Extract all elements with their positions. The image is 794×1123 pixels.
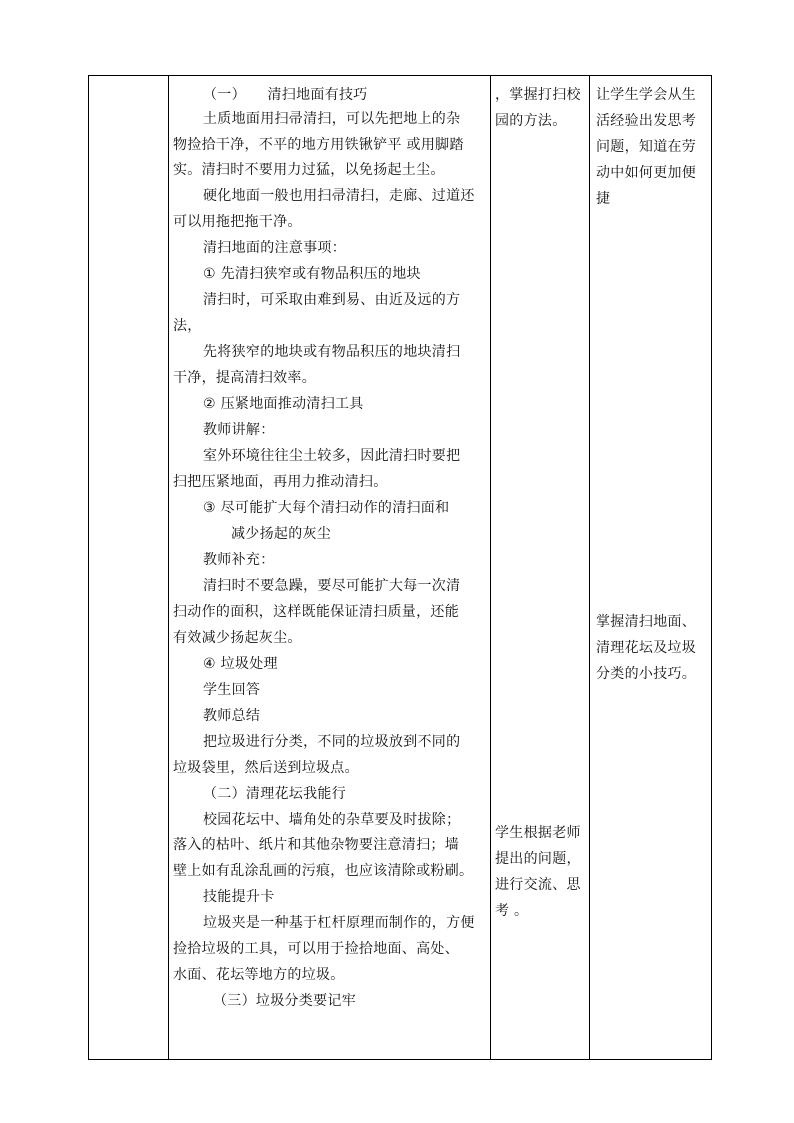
design-intent-text-line: 活经验出发思考 (596, 113, 697, 129)
student-activity-text-line: 园的方法。 (495, 113, 567, 129)
content-text-line: 土质地面用扫帚清扫，可以先把地上的杂 (203, 111, 461, 127)
content-text-line: 捡拾垃圾的工具，可以用于捡拾地面、高处、 (173, 941, 459, 957)
design-intent-cell (590, 76, 712, 1060)
content-text-line: 清扫地面的注意事项： (203, 240, 346, 256)
content-text-line: 有效减少扬起灰尘。 (173, 630, 302, 646)
content-text-line: ③ 尽可能扩大每个清扫动作的清扫面和 (203, 500, 450, 516)
content-text-line: 技能提升卡 (203, 889, 275, 905)
student-activity-text-line: 学生根据老师 (495, 825, 581, 841)
content-text-line: 法， (173, 318, 202, 334)
content-text-line: 水面、花坛等地方的垃圾。 (173, 967, 345, 983)
content-text-line: 把垃圾进行分类，不同的垃圾放到不同的 (203, 734, 461, 750)
student-activity-text-line: 提出的问题， (495, 851, 581, 867)
content-text-line: 教师讲解： (203, 422, 275, 438)
content-text-line: 垃圾夹是一种基于杠杆原理而制作的，方便 (203, 915, 475, 931)
content-text-line: 落入的枯叶、纸片和其他杂物要注意清扫；墙 (173, 837, 459, 853)
design-intent-text-line: 清理花坛及垃圾 (596, 640, 697, 656)
content-text-line: ④ 垃圾处理 (203, 656, 278, 672)
content-text-line: 教师补充： (203, 552, 275, 568)
content-text-line: （一） 清扫地面有技巧 (203, 87, 368, 103)
design-intent-text-line: 让学生学会从生 (596, 87, 697, 103)
content-text-line: 扫动作的面积，这样既能保证清扫质量，还能 (173, 604, 459, 620)
empty-first-column (89, 76, 169, 1060)
content-text-line: ② 压紧地面推动清扫工具 (203, 396, 364, 412)
design-intent-text-line: 捷 (596, 191, 611, 207)
content-text-line: 扫把压紧地面，再用力推动清扫。 (173, 474, 388, 490)
table-row (89, 76, 712, 1060)
content-text-line: 可以用拖把拖干净。 (173, 214, 302, 230)
design-intent-text-line: 问题，知道在劳 (596, 139, 697, 155)
content-text-line: 学生回答 (203, 682, 261, 698)
teaching-content-cell (169, 76, 491, 1060)
design-intent-text-line: 分类的小技巧。 (596, 666, 697, 682)
content-text-line: 垃圾袋里，然后送到垃圾点。 (173, 760, 359, 776)
content-text-line: 清扫时，可采取由难到易、由近及远的方 (203, 292, 461, 308)
student-activity-cell (491, 76, 590, 1060)
design-intent-text-line: 动中如何更加便 (596, 165, 697, 181)
content-text-line: 清扫时不要急躁，要尽可能扩大每一次清 (203, 578, 461, 594)
student-activity-text-line: 进行交流、思 (495, 877, 581, 893)
student-activity-text-line: 考 。 (495, 903, 529, 919)
content-text-line: 硬化地面一般也用扫帚清扫，走廊、过道还 (203, 188, 475, 204)
content-text-line: 干净，提高清扫效率。 (173, 370, 316, 386)
lesson-plan-table (88, 75, 712, 1060)
content-text-line: （二）清理花坛我能行 (203, 786, 346, 802)
design-intent-text-line: 掌握清扫地面、 (596, 614, 697, 630)
content-text-line: （三）垃圾分类要记牢 (213, 993, 356, 1009)
content-text-line: 先将狭窄的地块或有物品积压的地块清扫 (203, 344, 461, 360)
content-text-line: 减少扬起的灰尘 (231, 526, 332, 542)
content-text-line: 室外环境往往尘土较多，因此清扫时要把 (203, 448, 461, 464)
content-text-line: 实。清扫时不要用力过猛，以免扬起土尘。 (173, 162, 445, 178)
content-text-line: 物捡拾干净，不平的地方用铁锹铲平 或用脚踏 (173, 137, 464, 153)
content-text-line: 校园花坛中、墙角处的杂草要及时拔除； (203, 812, 461, 828)
content-text-line: ① 先清扫狭窄或有物品积压的地块 (203, 266, 421, 282)
content-text-line: 教师总结 (203, 708, 261, 724)
content-text-line: 壁上如有乱涂乱画的污痕，也应该清除或粉刷。 (173, 863, 474, 879)
student-activity-text-line: ，掌握打扫校 (495, 87, 581, 103)
